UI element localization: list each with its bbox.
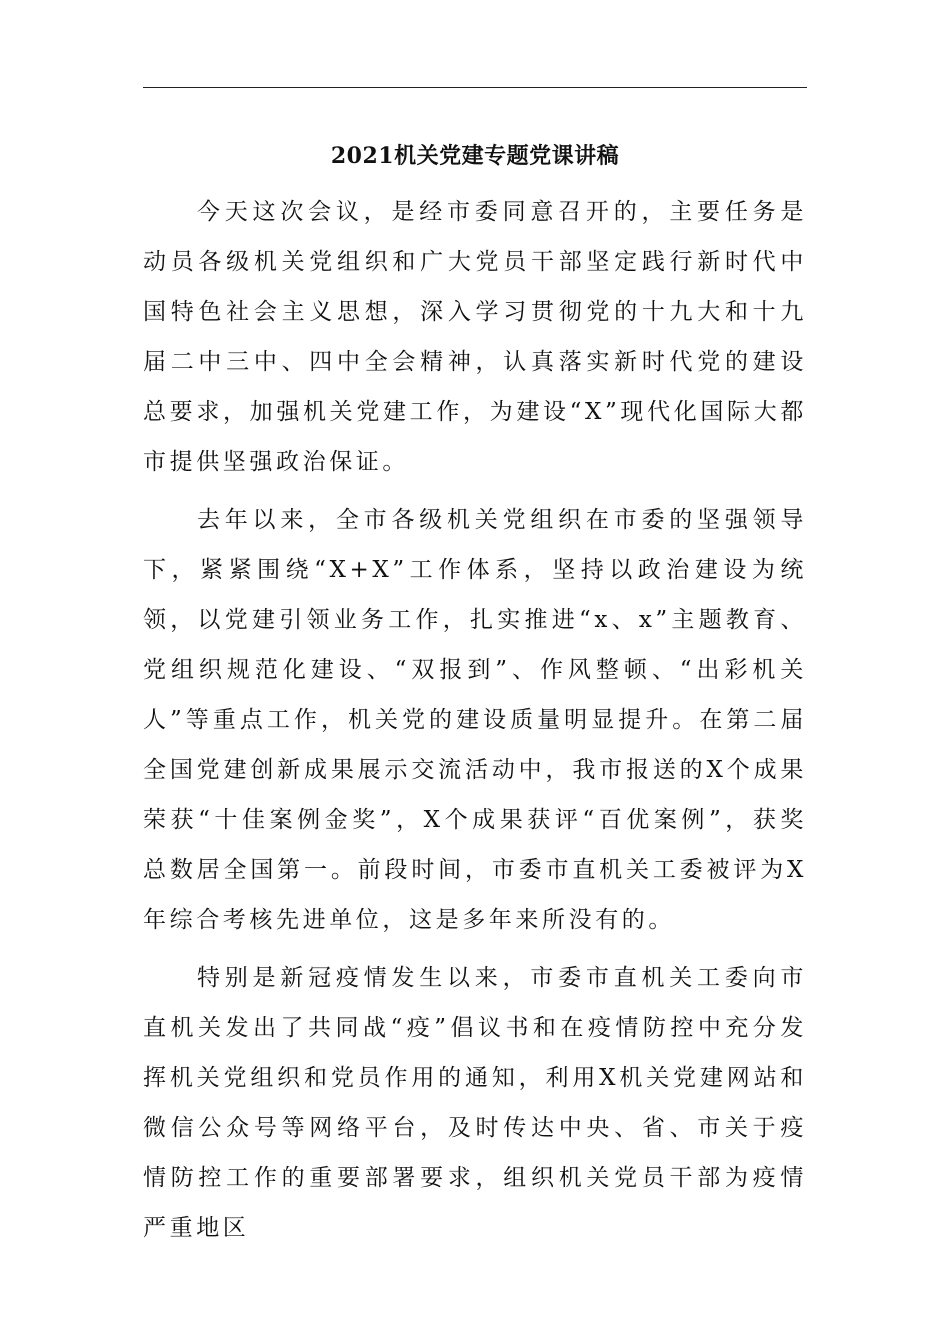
paragraph-2: 去年以来，全市各级机关党组织在市委的坚强领导下，紧紧围绕“X+X”工作体系，坚持以政治建设为统领，以党建引领业务工作，扎实推进“x、x”主题教育、党组织规范化建设、“双报到”、作风整顿、“出彩机关人”等重点工作，机关党的建设质量明显提升。在第二届全国党建创新成果展示交流活动中，我市报送的X个成果荣获“十佳案例金奖”，X个成果获评“百优案例”，获奖总数居全国第一。前段时间，市委市直机关工委被评为X年综合考核先进单位，这是多年来所没有的。 [143,507,807,933]
paragraph-1: 今天这次会议，是经市委同意召开的，主要任务是动员各级机关党组织和广大党员干部坚定践行新时代中国特色社会主义思想，深入学习贯彻党的十九大和十九届二中三中、四中全会精神，认真落实新时代党的建设总要求，加强机关党建工作，为建设“X”现代化国际大都市提供坚强政治保证。 [143,199,807,475]
document-body [143,187,807,1261]
header-rule [143,87,807,88]
paragraph-3: 特别是新冠疫情发生以来，市委市直机关工委向市直机关发出了共同战“疫”倡议书和在疫情防控中充分发挥机关党组织和党员作用的通知，利用X机关党建网站和微信公众号等网络平台，及时传达中央、省、市关于疫情防控工作的重要部署要求，组织机关党员干部为疫情严重地区 [143,965,807,1241]
document-title: 2021机关党建专题党课讲稿 [330,143,620,169]
